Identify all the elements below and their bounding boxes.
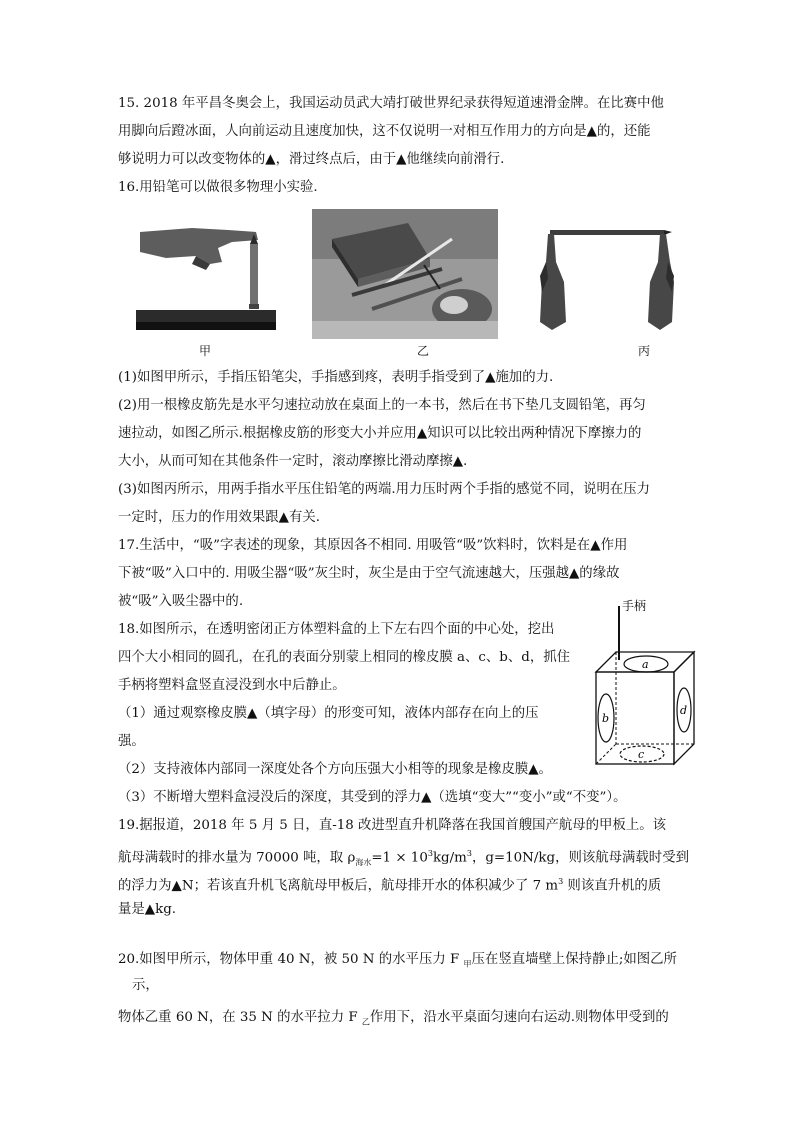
label-b: b xyxy=(602,712,610,725)
q18-sub2: （2）支持液体内部同一深度处各个方向压强大小相等的现象是橡皮膜▲。 xyxy=(118,762,552,777)
caption-jia: 甲 xyxy=(199,344,212,358)
q18-sub1-line1: （1）通过观察橡皮膜▲（填字母）的形变可知，液体内部存在向上的压 xyxy=(118,706,539,721)
q20-line1: 20.如图甲所示，物体甲重 40 N，被 50 N 的水平压力 F $_甲$压在竖直墙壁上保持静止;如图乙所 xyxy=(118,952,677,969)
q17-line3: 被“吸”入吸尘器中的. xyxy=(118,594,244,609)
q18-line3: 手柄将塑料盒竖直浸没到水中后静止。 xyxy=(118,678,346,693)
q20-line2: 示， xyxy=(132,978,159,993)
q20-line3: 物体乙重 60 N，在 35 N 的水平拉力 F $_乙$作用下，沿水平桌面匀速向右运动.则物体甲受到的 xyxy=(118,1010,669,1027)
q17-line1: 17.生活中，“吸”字表述的现象，其原因各不相同. 用吸管“吸”饮料时，饮料是在▲作用 xyxy=(118,538,628,553)
figure-bing-hands-pencil xyxy=(538,222,676,334)
caption-yi: 乙 xyxy=(417,344,430,358)
q19-line3: 的浮力为▲N；若该直升机飞离航母甲板后，航母排开水的体积减少了 7 $m^3$ 则该直升机的质 xyxy=(118,877,662,894)
q17-line2: 下被“吸”入口中的. 用吸尘器“吸”灰尘时，灰尘是由于空气流速越大，压强越▲的缘故 xyxy=(118,566,620,581)
q18-sub1-line2: 强。 xyxy=(118,734,145,749)
q15-line2: 用脚向后蹬冰面，人向前运动且速度加快，这不仅说明一对相互作用力的方向是▲的，还能 xyxy=(118,124,651,139)
caption-bing: 丙 xyxy=(638,344,651,358)
figure-yi-book-pencils xyxy=(312,209,498,339)
q16-sub2-line1: (2)用一根橡皮筋先是水平匀速拉动放在桌面上的一本书，然后在书下垫几支圆铅笔，再匀 xyxy=(118,398,646,413)
q16-title: 16.用铅笔可以做很多物理小实验. xyxy=(118,180,318,195)
q19-line1: 19.据报道，2018 年 5 月 5 日，直-18 改进型直升机降落在我国首艘国产航母的甲板上。该 xyxy=(118,818,667,833)
q16-sub3-line2: 一定时，压力的作用效果跟▲有关. xyxy=(118,510,321,525)
label-d: d xyxy=(680,704,688,717)
q19-line4: 量是▲kg. xyxy=(118,902,177,917)
q19-line2: 航母满载时的排水量为 70000 吨，取 $\rho_{海水}=1 \times 10^3kg/m^3$，g=10N/kg，则该航母满载时受到 xyxy=(118,849,689,868)
q15-line1: 15. 2018 年平昌冬奥会上，我国运动员武大靖打破世界纪录获得短道速滑金牌。在比赛中他 xyxy=(118,96,664,111)
q18-line1: 18.如图所示，在透明密闭正方体塑料盒的上下左右四个面的中心处，挖出 xyxy=(118,622,555,637)
handle-label: 手柄 xyxy=(622,599,647,613)
q16-sub2-line3: 大小，从而可知在其他条件一定时，滚动摩擦比滑动摩擦▲. xyxy=(118,454,468,469)
q16-sub2-line2: 速拉动，如图乙所示.根据橡皮筋的形变大小并应用▲知识可以比较出两种情况下摩擦力的 xyxy=(118,426,642,441)
q16-sub3-line1: (3)如图丙所示，用两手指水平压住铅笔的两端.用力压时两个手指的感觉不同，说明在压力 xyxy=(118,482,651,497)
label-a: a xyxy=(642,658,649,671)
cube-figure xyxy=(582,598,712,778)
q15-line3: 够说明力可以改变物体的▲，滑过终点后，由于▲他继续向前滑行. xyxy=(118,152,505,167)
label-c: c xyxy=(638,748,645,761)
q18-line2: 四个大小相同的圆孔，在孔的表面分别蒙上相同的橡皮膜 a、c、b、d，抓住 xyxy=(118,650,570,665)
q18-sub3: （3）不断增大塑料盒浸没后的深度，其受到的浮力▲（选填“变大”“变小”或“不变”）。 xyxy=(118,790,627,805)
q16-sub1: (1)如图甲所示，手指压铅笔尖，手指感到疼，表明手指受到了▲施加的力. xyxy=(118,370,554,385)
figure-jia-finger-pencil xyxy=(136,218,276,332)
